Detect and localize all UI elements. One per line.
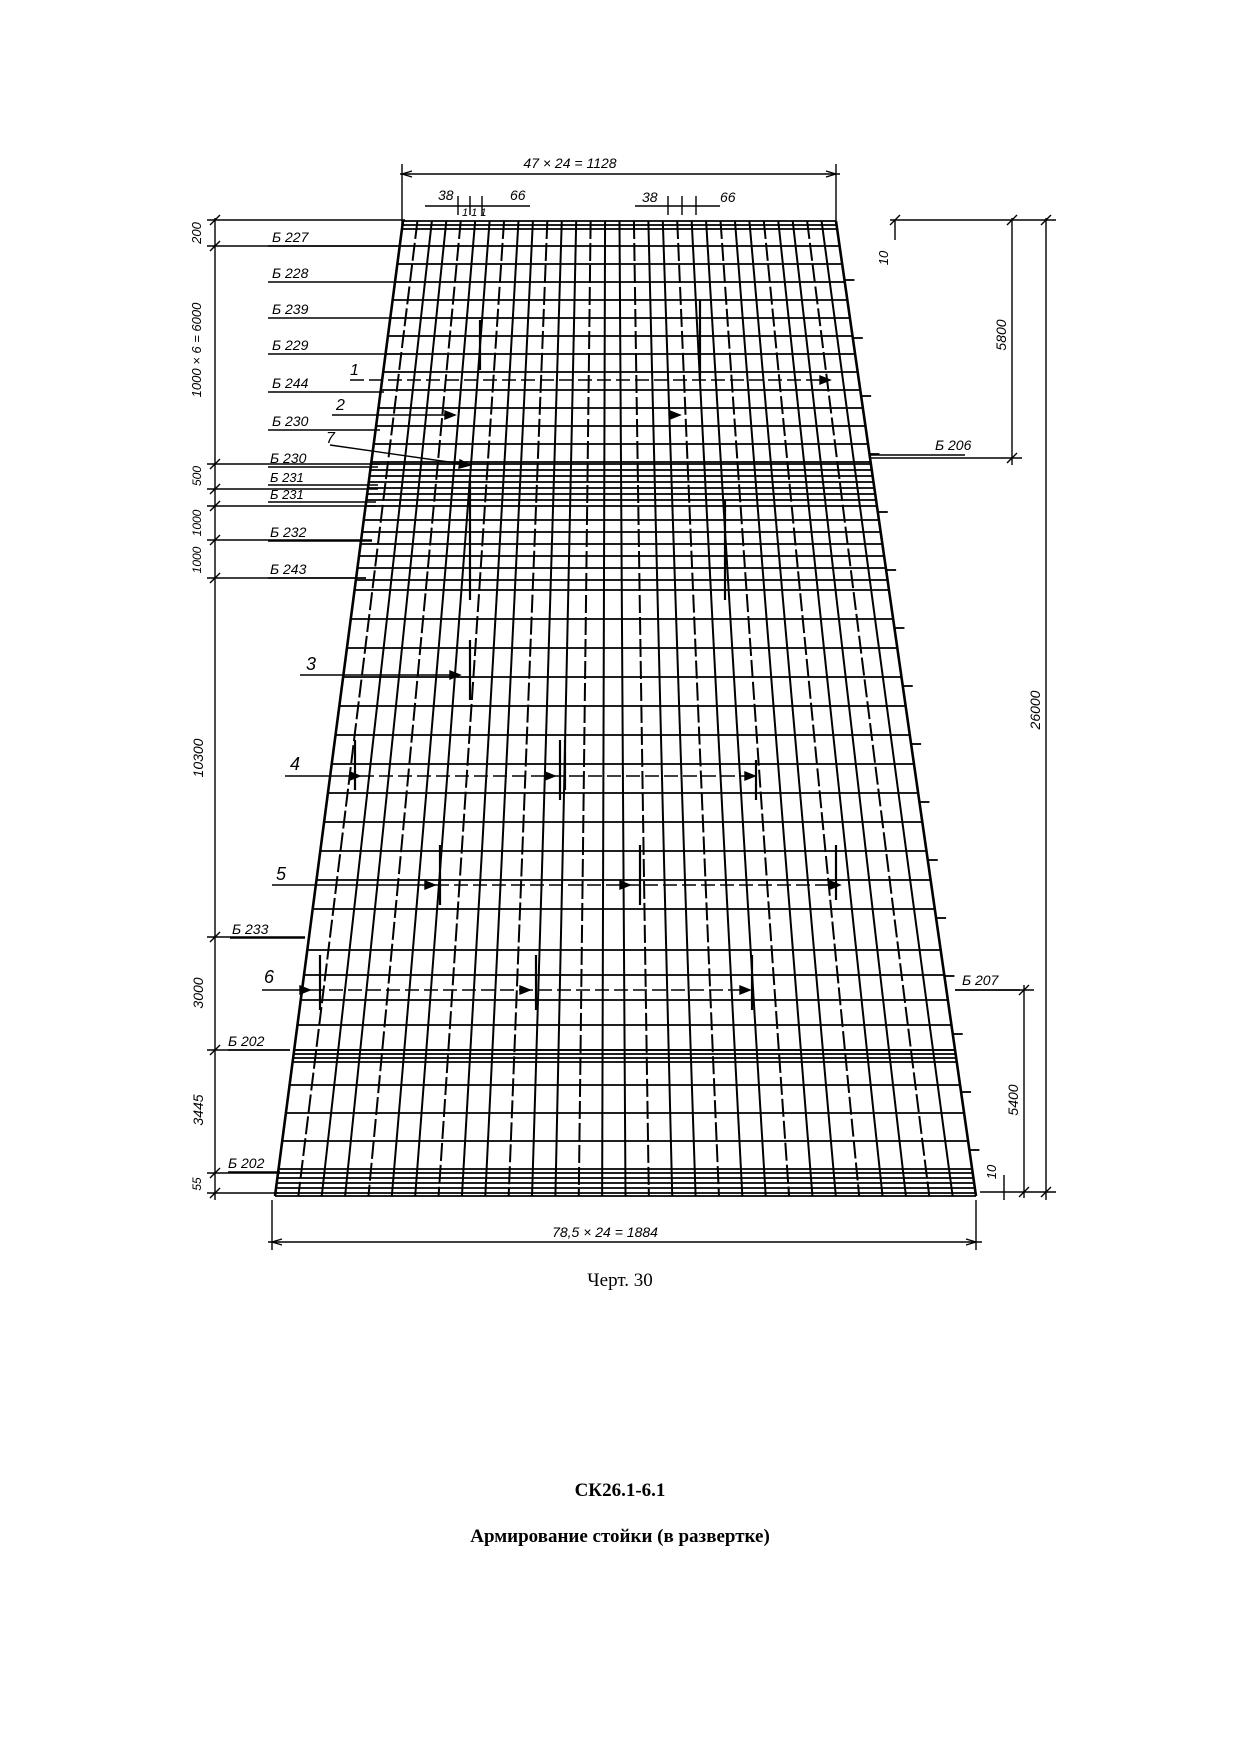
dim-top-right-a: 38 (642, 189, 658, 205)
dim-left-3000: 3000 (190, 977, 206, 1009)
bar-label-b231a: Б 231 (270, 470, 304, 485)
bar-label-b239: Б 239 (272, 301, 309, 317)
bar-label-b202b: Б 202 (228, 1155, 265, 1171)
dim-left-200: 200 (189, 222, 204, 244)
dim-top-total: 47 × 24 = 1128 (523, 155, 617, 171)
section-mark-6: 6 (264, 967, 275, 987)
section-mark-5: 5 (276, 864, 287, 884)
dim-right-10-bottom: 10 (984, 1164, 999, 1180)
dim-top-left-b: 66 (510, 187, 526, 203)
dim-left-500: 500 (190, 465, 204, 487)
bar-label-b230b: Б 230 (270, 450, 307, 466)
bar-label-b231b: Б 231 (270, 487, 304, 502)
bar-label-b228: Б 228 (272, 265, 309, 281)
dim-left-55: 55 (190, 1177, 204, 1191)
section-mark-2: 2 (336, 397, 345, 414)
bar-label-b244: Б 244 (272, 375, 309, 391)
section-mark-4: 4 (290, 754, 301, 774)
bar-label-b232: Б 232 (270, 524, 307, 540)
reinforcement-mesh (275, 221, 979, 1196)
dim-top-right-b: 66 (720, 189, 736, 205)
bar-label-b202a: Б 202 (228, 1033, 265, 1049)
dim-right-26000: 26000 (1027, 690, 1043, 730)
section-mark-3: 3 (306, 654, 317, 674)
bar-label-b227: Б 227 (272, 229, 309, 245)
dim-top-left-mid: 1 1 1 (462, 207, 487, 219)
dim-left-1000b: 1000 (190, 546, 204, 574)
dim-left-10300: 10300 (190, 738, 206, 778)
dim-right-5400: 5400 (1005, 1084, 1021, 1116)
bar-label-b207: Б 207 (962, 972, 999, 988)
dim-left-1000a: 1000 (190, 509, 204, 537)
document-title: Армирование стойки (в развертке) (470, 1526, 770, 1547)
dim-right-10-top: 10 (876, 250, 891, 266)
figure-caption: Черт. 30 (587, 1270, 653, 1291)
dim-left-6000: 1000 × 6 = 6000 (189, 302, 204, 398)
bar-label-b243: Б 243 (270, 561, 307, 577)
bar-label-b230a: Б 230 (272, 413, 309, 429)
dim-top-left-a: 38 (438, 187, 454, 203)
bar-label-b206: Б 206 (935, 437, 972, 453)
dim-left-3445: 3445 (190, 1094, 206, 1126)
section-mark-1: 1 (350, 362, 359, 379)
bar-label-b229: Б 229 (272, 337, 309, 353)
section-mark-7: 7 (326, 430, 335, 447)
bar-label-b233: Б 233 (232, 921, 269, 937)
dim-bottom-total: 78,5 × 24 = 1884 (552, 1224, 658, 1240)
dim-right-5800: 5800 (993, 319, 1009, 351)
document-code: СК26.1-6.1 (574, 1480, 666, 1501)
